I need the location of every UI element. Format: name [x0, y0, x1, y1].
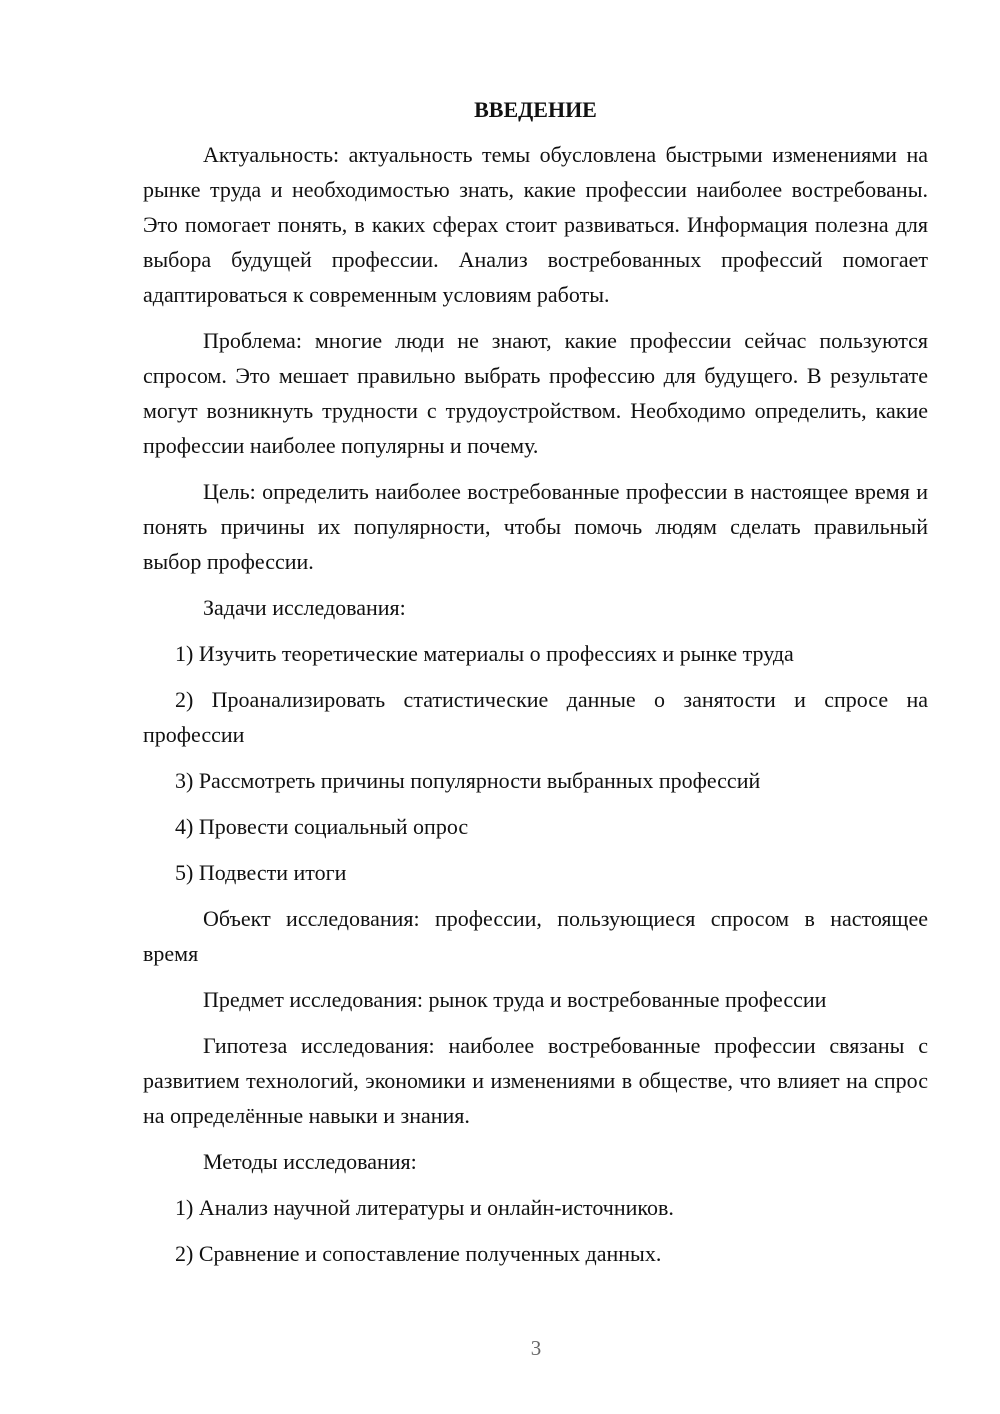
- problem-paragraph: Проблема: многие люди не знают, какие профессии сейчас пользуются спросом. Это мешает правильно выбрать профессию для будущего. В результате могут возникнуть трудности с трудоустройством. Необходимо определить, какие профессии наиболее популярны и почему.: [143, 328, 928, 458]
- object-paragraph: Объект исследования: профессии, пользующиеся спросом в настоящее время: [143, 906, 928, 966]
- page-content: [143, 95, 928, 1282]
- task-item: 1) Изучить теоретические материалы о профессиях и рынке труда: [175, 641, 794, 666]
- page-number: 3: [530, 1336, 542, 1360]
- method-item: 2) Сравнение и сопоставление полученных данных.: [175, 1241, 662, 1266]
- methods-heading: Методы исследования:: [203, 1149, 417, 1174]
- task-item: 4) Провести социальный опрос: [175, 814, 469, 839]
- task-item: 3) Рассмотреть причины популярности выбранных профессий: [175, 768, 761, 793]
- page-title: ВВЕДЕНИЕ: [474, 97, 597, 122]
- method-item: 1) Анализ научной литературы и онлайн-источников.: [175, 1195, 674, 1220]
- goal-paragraph: Цель: определить наиболее востребованные профессии в настоящее время и понять причины их популярности, чтобы помочь людям сделать правильный выбор профессии.: [143, 479, 928, 574]
- relevance-paragraph: Актуальность: актуальность темы обусловлена быстрыми изменениями на рынке труда и необходимостью знать, какие профессии наиболее востребованы. Это помогает понять, в каких сферах стоит развиваться. Информация полезна для выбора будущей профессии. Анализ востребованных профессий помогает адаптироваться к современным условиям работы.: [143, 142, 928, 307]
- tasks-heading: Задачи исследования:: [203, 595, 406, 620]
- subject-paragraph: Предмет исследования: рынок труда и востребованные профессии: [203, 987, 827, 1012]
- task-item: 2) Проанализировать статистические данные о занятости и спросе на профессии: [143, 687, 928, 747]
- hypothesis-paragraph: Гипотеза исследования: наиболее востребованные профессии связаны с развитием технологий, экономики и изменениями в обществе, что влияет на спрос на определённые навыки и знания.: [143, 1033, 928, 1128]
- task-item: 5) Подвести итоги: [175, 860, 347, 885]
